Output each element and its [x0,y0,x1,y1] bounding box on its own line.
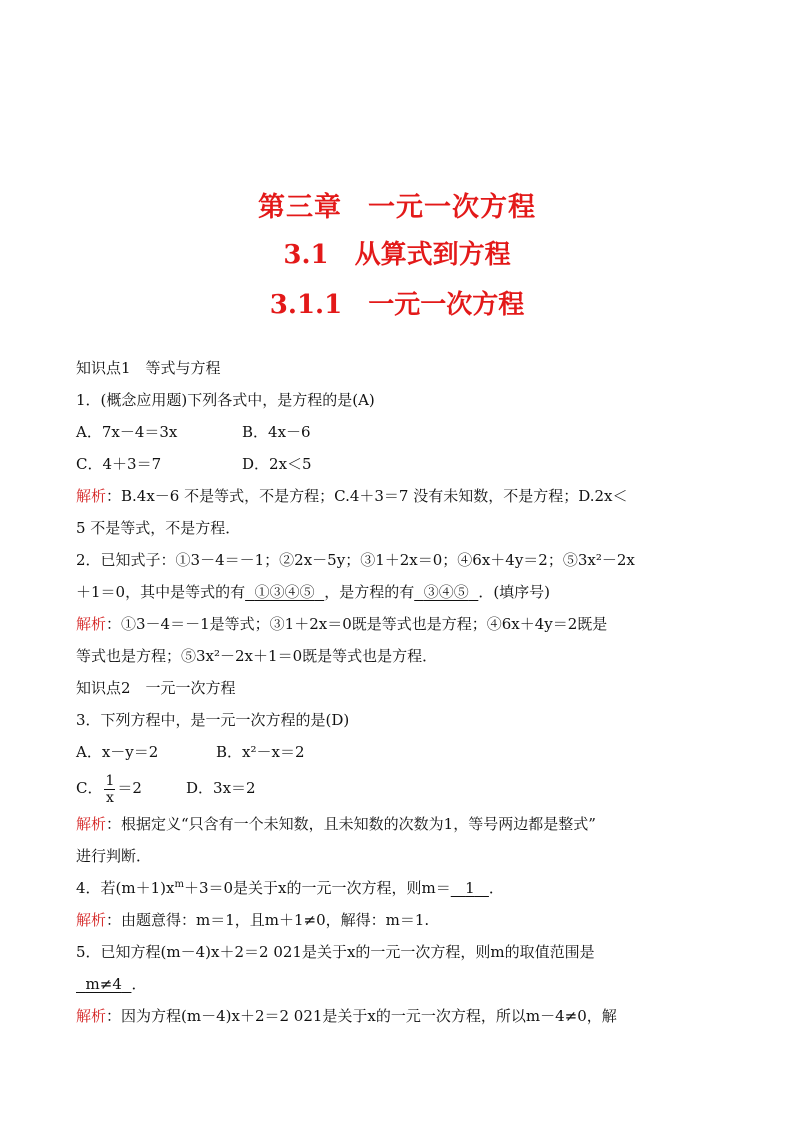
answer-blank-1: ①③④⑤ [254,583,315,601]
answer-blank: m≠4 [85,975,122,993]
subsection-title: 3.1.1 一元一次方程 [269,290,525,320]
question-2-stem: 2．已知式子：①3－4＝－1；②2x－5y；③1＋2x＝0；④6x＋4y＝2；⑤3x²－2x [76,551,635,569]
question-4-stem: 4．若$(m+1)x^m+3=0$是关于x的一元一次方程，则m＝ 1 ． [76,879,504,897]
knowledge-point-2: 知识点2 一元一次方程 [76,679,236,697]
question-3-stem: 3．下列方程中，是一元一次方程的是(D) [76,711,350,729]
knowledge-point-1: 知识点1 等式与方程 [76,359,221,377]
option-c: C． $\frac{1}{x}$ ＝2 [76,772,142,806]
content-body [76,352,726,1032]
question-4-analysis: 解析：由题意得：m＝1，且m＋1≠0，解得：m＝1. [76,911,430,929]
question-3-options-ab [76,736,726,768]
question-1-options-cd [76,448,726,480]
question-3-options-cd [76,768,726,808]
question-5-analysis: 解析：因为方程(m－4)x＋2＝2 021是关于x的一元一次方程，所以m－4≠0，解 [76,1007,617,1025]
question-2-analysis: 解析：①3－4＝－1是等式；③1＋2x＝0既是等式也是方程；④6x＋4y＝2既是 [76,615,608,633]
analysis-label: 解析 [76,911,107,929]
question-5-stem-cont: m≠4 ． [76,968,726,1000]
answer-blank-2: ③④⑤ [423,583,469,601]
question-1-analysis-cont: 5 不是等式，不是方程． [76,519,241,537]
option-d: D．2x＜5 [242,455,312,473]
question-2-stem-cont: ＋1＝0，其中是等式的有 ①③④⑤ ，是方程的有 ③④⑤ ．(填序号) [76,583,551,601]
question-1-stem: 1．(概念应用题)下列各式中，是方程的是(A) [76,391,375,409]
question-3-analysis: 解析：根据定义“只含有一个未知数，且未知数的次数为1，等号两边都是整式” [76,815,596,833]
option-b: B．x²－x＝2 [216,743,305,761]
fraction: $\frac{1}{x}$ [105,772,115,806]
analysis-label: 解析 [76,487,107,505]
chapter-title: 第三章 一元一次方程 [258,192,536,223]
analysis-label: 解析 [76,815,107,833]
answer-blank: 1 [465,879,475,897]
analysis-label: 解析 [76,1007,107,1025]
question-1-options-ab [76,416,726,448]
title-block [0,186,794,330]
question-3-analysis-cont: 进行判断． [76,847,152,865]
section-title: 3.1 从算式到方程 [283,240,511,270]
question-5-stem: 5．已知方程(m－4)x＋2＝2 021是关于x的一元一次方程，则m的取值范围是 [76,943,595,961]
option-a: A．7x－4＝3x [76,423,178,441]
option-c: C．4＋3＝7 [76,455,162,473]
question-1-analysis: 解析：B.4x－6 不是等式，不是方程；C.4＋3＝7 没有未知数，不是方程；D.2x＜ [76,487,628,505]
option-d: D．3x＝2 [186,779,256,797]
option-b: B．4x－6 [242,423,311,441]
option-a: A．x－y＝2 [76,743,159,761]
question-2-analysis-cont: 等式也是方程；⑤3x²－2x＋1＝0既是等式也是方程． [76,647,438,665]
analysis-label: 解析 [76,615,107,633]
